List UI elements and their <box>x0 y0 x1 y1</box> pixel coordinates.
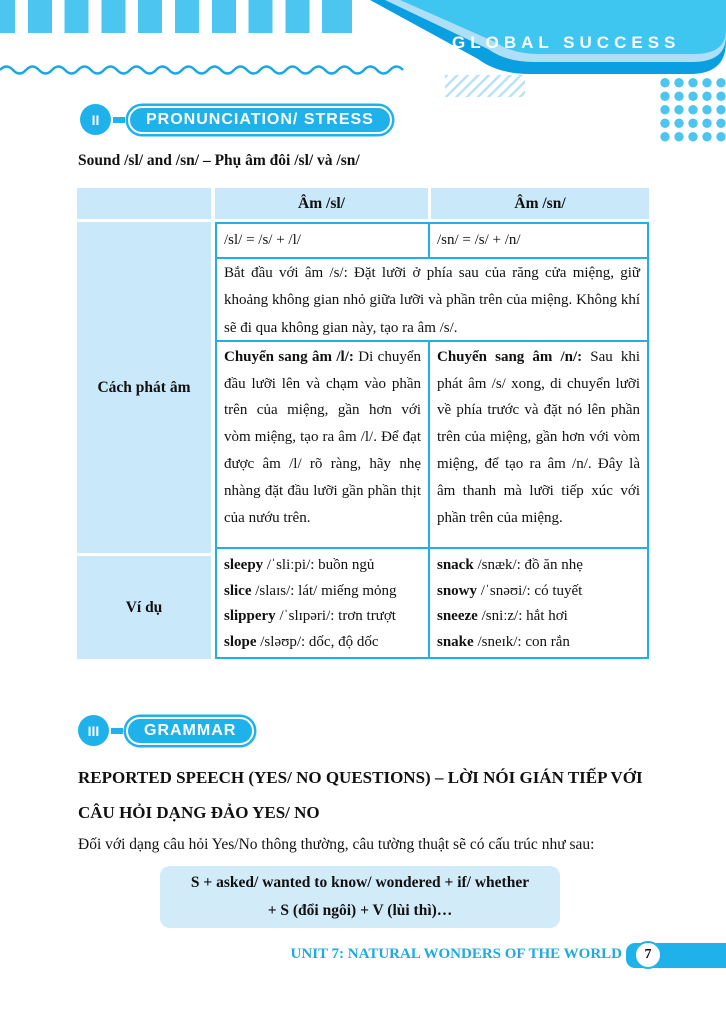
example-item <box>437 604 640 630</box>
table-row-method <box>217 342 647 549</box>
sound-subtitle: Sound /sl/ and /sn/ – Phụ âm đôi /sl/ và /sn/ <box>78 152 360 169</box>
section-title-pronunciation: PRONUNCIATION/ STRESS <box>128 106 392 134</box>
badge-connector <box>111 728 123 734</box>
example-gloss: /ˈslɪpəri/: trơn trượt <box>275 608 396 624</box>
method-sl-rest: Di chuyển đầu lưỡi lên và chạm vào phần trên của miệng, gần hơn với vòm miệng, tạo ra âm /l/. Để đạt được âm /l/ rõ ràng, hãy nhẹ nhàng đặt đầu lưỡi gần phần thịt của nướu trên. <box>224 348 421 526</box>
dot-grid-decor <box>658 76 726 144</box>
example-item <box>437 553 640 579</box>
grammar-heading-line1: REPORTED SPEECH (YES/ NO QUESTIONS) – LỜI NÓI GIÁN TIẾP VỚI <box>78 768 643 787</box>
footer-unit-title: UNIT 7: NATURAL WONDERS OF THE WORLD <box>290 946 622 962</box>
section-title-grammar: GRAMMAR <box>126 717 254 745</box>
example-item <box>437 630 640 656</box>
table-row-start-note <box>217 259 647 342</box>
table-corner-cell <box>77 188 211 219</box>
cell-examples-sl <box>217 549 430 657</box>
cell-start-note: Bắt đầu với âm /s/: Đặt lưỡi ở phía sau của răng cửa miệng, giữ khoảng không gian nhỏ giữa lưỡi và phần trên của miệng. Không khí sẽ đi qua không gian này, tạo ra âm /s/. <box>224 264 640 336</box>
method-sn-lead: Chuyển sang âm /n/: <box>437 348 583 365</box>
section-badge-pronunciation <box>80 104 392 135</box>
cell-method-sl <box>217 342 430 547</box>
badge-connector <box>113 117 125 123</box>
cell-method-sn <box>430 342 647 547</box>
example-item <box>224 604 421 630</box>
example-word: slippery <box>224 608 276 624</box>
pronunciation-table <box>77 188 649 659</box>
example-word: snack <box>437 557 474 573</box>
section-numeral-pronunciation: II <box>80 104 111 135</box>
example-item <box>224 579 421 605</box>
formula-line2: + S (đổi ngôi) + V (lùi thì)… <box>267 902 453 919</box>
hatch-decor <box>445 75 525 97</box>
brand-text: GLOBAL SUCCESS <box>452 33 681 52</box>
cell-formula-sl: /sl/ = /s/ + /l/ <box>217 224 430 257</box>
example-item <box>437 579 640 605</box>
example-gloss: /sneɪk/: con rắn <box>473 633 570 650</box>
example-word: snowy <box>437 582 478 599</box>
table-row-label-method: Cách phát âm <box>77 222 211 553</box>
table-row-label-examples: Ví dụ <box>77 556 211 659</box>
section-numeral-grammar: III <box>78 715 109 746</box>
example-gloss: /ˈsliːpi/: buồn ngủ <box>263 557 375 573</box>
example-item <box>224 553 421 579</box>
example-item <box>224 630 421 656</box>
grammar-formula-box <box>160 866 560 928</box>
formula-line1: S + asked/ wanted to know/ wondered + if/ whether <box>190 874 530 891</box>
example-gloss: /sniːz/: hắt hơi <box>477 608 568 624</box>
example-word: snake <box>437 633 474 650</box>
example-gloss: /sləʊp/: dốc, độ dốc <box>256 633 379 650</box>
example-word: sneeze <box>437 608 478 624</box>
example-gloss: /ˈsnəʊi/: có tuyết <box>477 582 583 599</box>
example-gloss: /snæk/: đồ ăn nhẹ <box>473 557 583 573</box>
example-word: slice <box>224 582 252 599</box>
example-word: sleepy <box>224 557 264 573</box>
method-sn-rest: Sau khi phát âm /s/ xong, di chuyển lưỡi về phía trước và đặt nó lên phần trên của miệng, gần hơn với vòm miệng, để tạo ra âm /n/. Đây là âm thanh mà lưỡi tiếp xúc với phần trên của miệng. <box>437 348 640 526</box>
grammar-heading-line2: CÂU HỎI DẠNG ĐẢO YES/ NO <box>78 803 320 822</box>
section-badge-grammar <box>78 715 254 746</box>
table-body <box>215 222 649 659</box>
example-gloss: /slaɪs/: lát/ miếng mỏng <box>251 582 397 599</box>
method-sl-lead: Chuyển sang âm /l/: <box>224 348 354 365</box>
page-number-badge: 7 <box>634 941 662 969</box>
table-col-header-sl: Âm /sl/ <box>215 188 428 219</box>
example-word: slope <box>224 633 257 650</box>
cell-examples-sn <box>430 549 647 657</box>
grammar-intro: Đối với dạng câu hỏi Yes/No thông thường, câu tường thuật sẽ có cấu trúc như sau: <box>78 836 595 853</box>
wave-divider <box>0 60 420 80</box>
table-row-formula <box>217 224 647 259</box>
cell-formula-sn: /sn/ = /s/ + /n/ <box>437 231 521 248</box>
table-row-examples <box>217 549 647 657</box>
table-col-header-sn: Âm /sn/ <box>431 188 649 219</box>
